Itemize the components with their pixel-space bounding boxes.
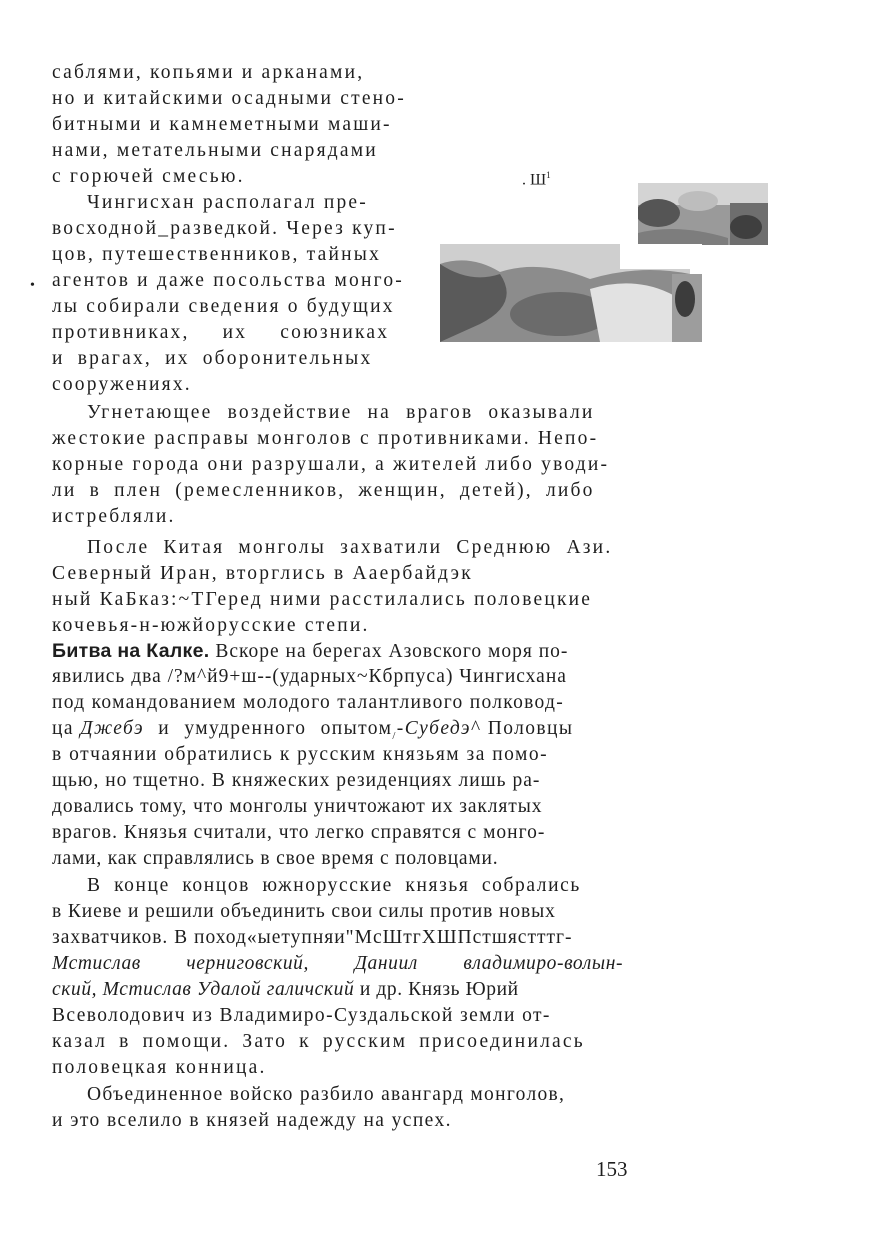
text-line: но и китайскими осадными стено- xyxy=(52,88,406,109)
text-span: ^ Половцы xyxy=(470,718,574,739)
text-line: агентов и даже посольства монго- xyxy=(52,270,404,291)
illustration-fragment-small xyxy=(638,183,768,245)
text-line: довались тому, что монголы уничтожают их заклятых xyxy=(52,796,543,817)
margin-bullet: • xyxy=(30,278,35,293)
text-line xyxy=(52,977,519,1003)
section-heading: Битва на Калке. xyxy=(52,640,210,662)
text-line: лами, как справлялись в свое время с половцами. xyxy=(52,848,499,869)
text-line: Чингисхан располагал пре- xyxy=(87,192,368,213)
text-line: и врагах, их оборонительных xyxy=(52,348,373,369)
text-line: жестокие расправы монголов с противниками. Непо- xyxy=(52,428,599,449)
page-number: 153 xyxy=(596,1157,628,1181)
text-line: в Киеве и решили объединить свои силы против новых xyxy=(52,901,556,922)
text-line: противниках, их союзниках xyxy=(52,322,390,343)
text-line: кочевья-н-южйорусские степи. xyxy=(52,615,370,636)
text-line: явились два /?м^й9+ш--(ударных~Кбрпуса) Чингисхана xyxy=(52,666,567,687)
text-line: корные города они разрушали, а жителей либо уводи- xyxy=(52,454,610,475)
text-line: цов, путешественников, тайных xyxy=(52,244,382,265)
text-line: щью, но тщетно. В княжеских резиденциях лишь ра- xyxy=(52,770,541,791)
text-line: половецкая конница. xyxy=(52,1057,267,1078)
text-line: Объединенное войско разбило авангард монголов, xyxy=(87,1084,566,1105)
text-line: саблями, копьями и арканами, xyxy=(52,62,365,83)
figure-mark-sup: 1 xyxy=(546,170,551,180)
text-span: Вскоре на берегах Азовского моря по- xyxy=(209,641,569,662)
person-name: Субедэ xyxy=(404,718,471,739)
text-line: истребляли. xyxy=(52,506,176,527)
text-line: казал в помощи. Зато к русским присоединилась xyxy=(52,1031,585,1052)
text-line: врагов. Князья считали, что легко справятся с монго- xyxy=(52,822,546,843)
text-span: - xyxy=(396,718,405,739)
text-line: Всеволодович из Владимиро-Суздальской земли от- xyxy=(52,1005,551,1026)
text-span: ца xyxy=(52,718,81,739)
text-line: В конце концов южнорусские князья собрались xyxy=(87,875,581,896)
text-line: Северный Иран, вторглись в Аaербайдэк xyxy=(52,563,473,584)
figure-mark-text: . Ш xyxy=(522,171,547,189)
text-line: битными и камнеметными маши- xyxy=(52,114,392,135)
person-names: ский, Мстислав Удалой галичский xyxy=(52,979,355,1000)
text-line: под командованием молодого талантливого полковод- xyxy=(52,692,564,713)
text-line: лы собирали сведения о будущих xyxy=(52,296,395,317)
text-line: восходной_разведкой. Через куп- xyxy=(52,218,397,239)
text-line: сооружениях. xyxy=(52,374,192,395)
text-line: Угнетающее воздействие на врагов оказывали xyxy=(87,402,595,423)
text-line: нами, метательными снарядами xyxy=(52,140,378,161)
text-line: ли в плен (ремесленников, женщин, детей), либо xyxy=(52,480,595,501)
text-line: захватчиков. В поход«ыетупняи"МсШтгХШПстшястттг- xyxy=(52,927,573,948)
person-name: Джебэ xyxy=(80,718,145,739)
text-line: с горючей смесью. xyxy=(52,166,245,187)
text-line xyxy=(52,638,568,665)
text-span: / xyxy=(392,729,397,742)
illustration-fragment-large xyxy=(440,244,702,342)
text-line: Мстислав черниговский, Даниил владимиро-волын- xyxy=(52,953,624,974)
text-line: в отчаянии обратились к русским князьям за помо- xyxy=(52,744,549,765)
text-line: ный КаБказ:~ТГеред ними расстилались половецкие xyxy=(52,589,593,610)
text-span: и умудренного опытом xyxy=(144,718,393,739)
figure-caption-mark xyxy=(522,170,551,189)
text-line: и это вселило в князей надежду на успех. xyxy=(52,1110,452,1131)
text-line: После Китая монголы захватили Среднюю Ази. xyxy=(87,537,613,558)
text-span: и др. Князь Юрий xyxy=(354,979,519,1000)
